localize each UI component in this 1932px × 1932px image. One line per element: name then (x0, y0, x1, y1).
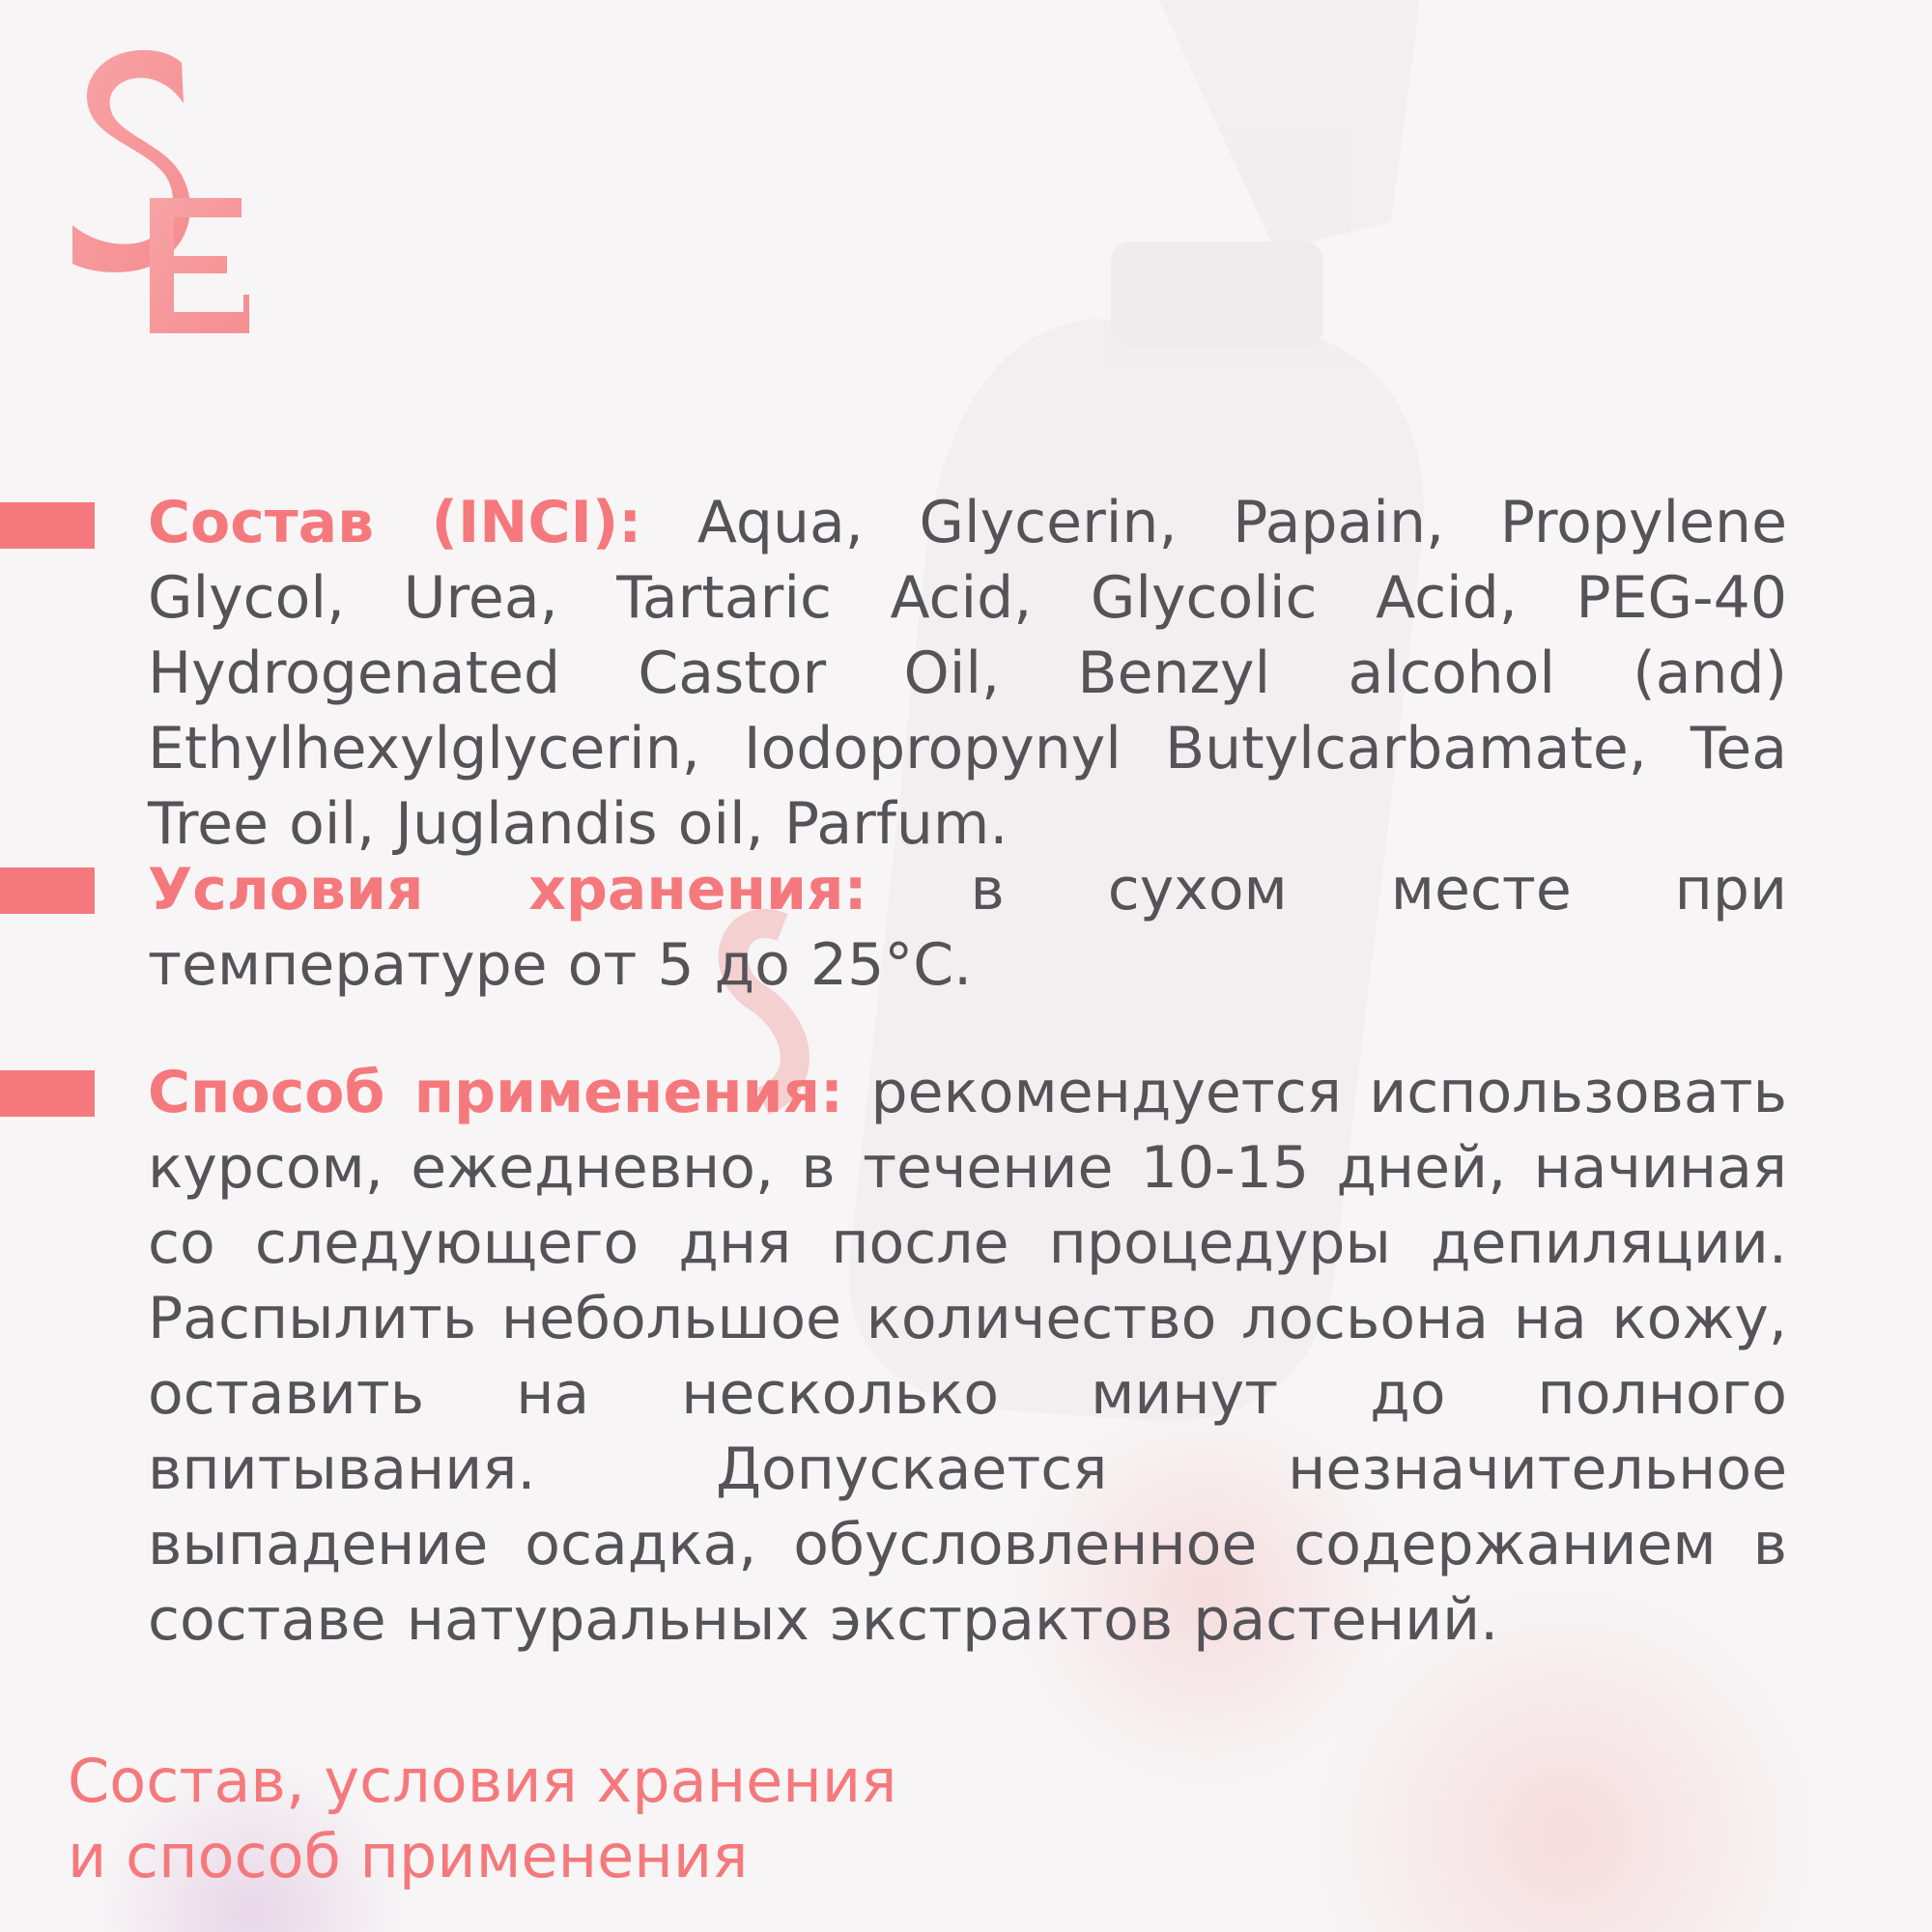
section-marker-usage (0, 1070, 95, 1117)
composition-label: Состав (INCI): (148, 489, 642, 556)
section-marker-storage (0, 867, 95, 914)
page-title-line-1: Состав, условия хранения (68, 1746, 897, 1816)
brand-logo (58, 43, 251, 353)
page-title-line-2: и способ применения (68, 1821, 749, 1891)
section-usage (148, 1055, 1787, 1658)
usage-label: Способ применения: (148, 1059, 844, 1126)
storage-text: в сухом месте при температуре от 5 до 25°С. (148, 856, 1787, 999)
composition-text: Aqua, Glycerin, Papain, Propylene Glycol, Urea, Tartaric Acid, Glycolic Acid, PEG-40 Hydrogenated Castor Oil, Benzyl alcohol (and) Ethylhexylglycerin, Iodopropynyl Butylcarbamate, Tea Tree oil, Juglandis oil, Parfum. (148, 489, 1788, 858)
page-title (68, 1744, 1227, 1894)
section-storage (148, 852, 1787, 1003)
section-composition (148, 485, 1787, 862)
storage-label: Условия хранения: (148, 856, 867, 923)
usage-text: рекомендуется использовать курсом, ежедневно, в течение 10-15 дней, начиная со следующего дня после процедуры депиляции. Распылить небольшое количество лосьона на кожу, оставить на несколько минут до полного впитывания. Допускается незначительное выпадение осадка, обусловленное содержанием в составе натуральных экстрактов растений. (148, 1059, 1787, 1654)
section-marker-composition (0, 502, 95, 549)
